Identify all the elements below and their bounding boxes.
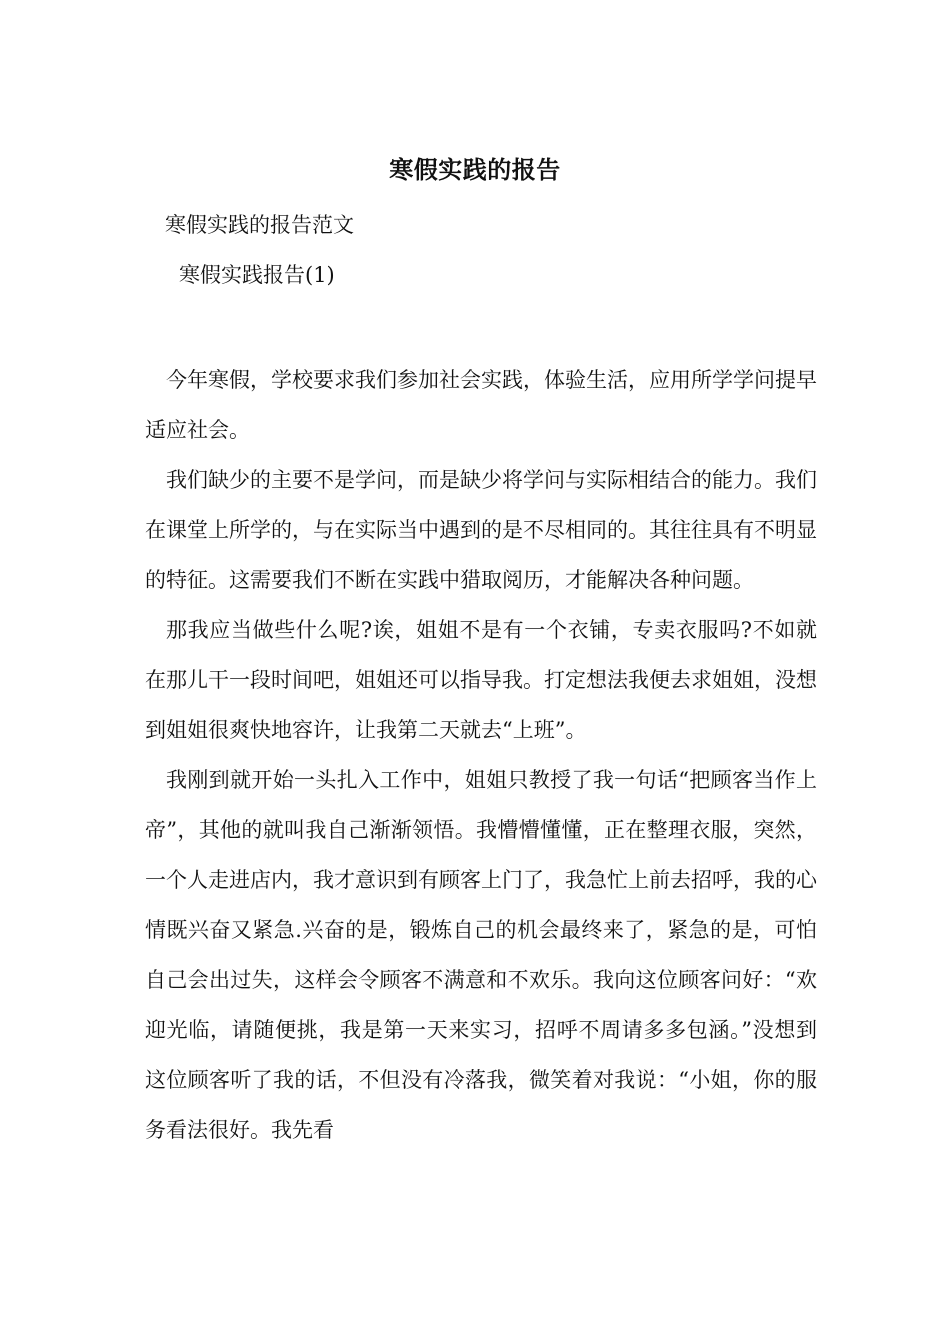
document-subtitle: 寒假实践的报告范文 <box>165 213 354 237</box>
section-heading: 寒假实践报告(1) <box>179 263 335 287</box>
paragraph: 我刚到就开始一头扎入工作中，姐姐只教授了我一句话“把顾客当作上帝”，其他的就叫我自己渐渐领悟。我懵懵懂懂，正在整理衣服，突然，一个人走进店内，我才意识到有顾客上门了，我急忙上前去招呼，我的心情既兴奋又紧急.兴奋的是，锻炼自己的机会最终来了，紧急的是，可怕自己会出过失，这样会令顾客不满意和不欢乐。我向这位顾客问好：“欢迎光临，请随便挑，我是第一天来实习，招呼不周请多多包涵。”没想到这位顾客听了我的话，不但没有冷落我，微笑着对我说：“小姐，你的服务看法很好。我先看 <box>145 768 817 1142</box>
paragraph: 那我应当做些什么呢?诶，姐姐不是有一个衣铺，专卖衣服吗?不如就在那儿干一段时间吧，姐姐还可以指导我。打定想法我便去求姐姐，没想到姐姐很爽快地容许，让我第二天就去“上班”。 <box>145 618 817 742</box>
paragraph: 今年寒假，学校要求我们参加社会实践，体验生活，应用所学学问提早适应社会。 <box>145 368 817 442</box>
body-text <box>145 355 817 1155</box>
paragraph: 我们缺少的主要不是学问，而是缺少将学问与实际相结合的能力。我们在课堂上所学的，与在实际当中遇到的是不尽相同的。其往往具有不明显的特征。这需要我们不断在实践中猎取阅历，才能解决各种问题。 <box>145 468 817 592</box>
document-title: 寒假实践的报告 <box>389 155 561 184</box>
